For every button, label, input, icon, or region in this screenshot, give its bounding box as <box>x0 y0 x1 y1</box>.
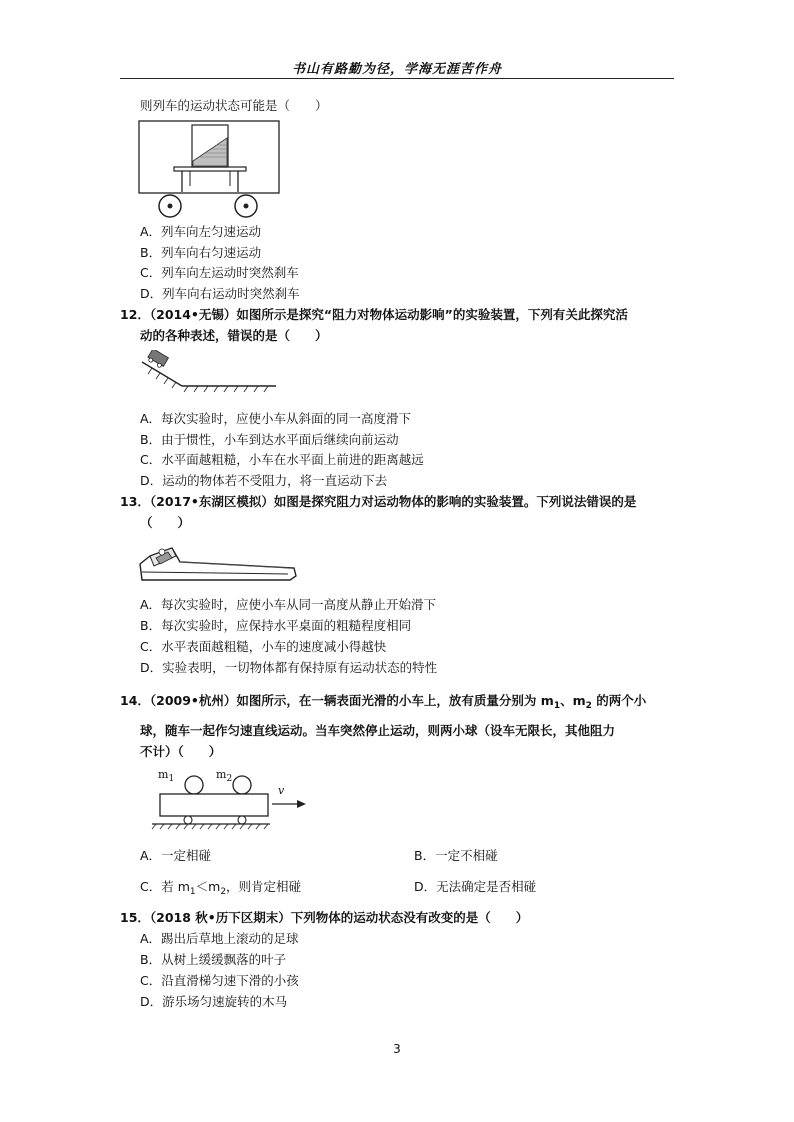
q13-option-b: B．每次实验时，应保持水平桌面的粗糙程度相同 <box>140 618 412 633</box>
q14-stem-line1: 14．（2009•杭州）如图所示，在一辆表面光滑的小车上，放有质量分别为 $m_1$、$m_2$ 的两个小 <box>120 693 647 711</box>
q12-option-d: D．运动的物体若不受阻力，将一直运动下去 <box>140 473 388 488</box>
q11-option-c: C．列车向左运动时突然刹车 <box>140 265 299 280</box>
q14-option-c: C．若 $m_1<m_2$，则肯定相碰 <box>140 879 302 897</box>
q14-cart-balls-figure <box>150 768 320 836</box>
q11-train-cup-figure <box>138 120 283 220</box>
q15-stem-line1: 15．（2018 秋•历下区期末）下列物体的运动状态没有改变的是（ ） <box>120 910 529 925</box>
q14-option-d: D．无法确定是否相碰 <box>414 879 537 894</box>
q11-option-d: D．列车向右运动时突然刹车 <box>140 286 300 301</box>
q15-option-a: A．踢出后草地上滚动的足球 <box>140 931 299 946</box>
q13-ramp-board-figure <box>138 538 300 588</box>
q12-option-c: C．水平面越粗糙，小车在水平面上前进的距离越远 <box>140 452 424 467</box>
q14-stem-line3: 不计）（ ） <box>140 744 222 759</box>
q12-option-b: B．由于惯性，小车到达水平面后继续向前运动 <box>140 432 399 447</box>
q11-option-b: B．列车向右匀速运动 <box>140 245 262 260</box>
q14-velocity-label: v <box>278 784 285 797</box>
q13-stem-line2: （ ） <box>140 515 191 530</box>
q15-option-c: C．沿直滑梯匀速下滑的小孩 <box>140 973 299 988</box>
header-motto: 书山有路勤为径，学海无涯苦作舟 <box>291 62 502 77</box>
q12-option-a: A．每次实验时，应使小车从斜面的同一高度滑下 <box>140 411 412 426</box>
q13-option-c: C．水平表面越粗糙，小车的速度减小得越快 <box>140 639 387 654</box>
page-number: 3 <box>393 1042 401 1056</box>
header-divider <box>120 78 674 79</box>
q15-option-d: D．游乐场匀速旋转的木马 <box>140 994 288 1009</box>
q12-stem-line2: 动的各种表述，错误的是（ ） <box>140 328 328 343</box>
q13-option-d: D．实验表明，一切物体都有保持原有运动状态的特性 <box>140 660 438 675</box>
q14-m1-label: $m_1$ <box>158 768 175 784</box>
q14-stem-line2: 球，随车一起作匀速直线运动。当车突然停止运动，则两小球（设车无限长，其他阻力 <box>140 723 616 738</box>
q14-option-b: B．一定不相碰 <box>414 848 498 863</box>
q13-option-a: A．每次实验时，应使小车从同一高度从静止开始滑下 <box>140 597 437 612</box>
q13-stem-line1: 13．（2017•东湖区模拟）如图是探究阻力对运动物体的影响的实验装置。下列说法错误的是 <box>120 494 637 509</box>
q11-option-a: A．列车向左匀速运动 <box>140 224 262 239</box>
q12-stem-line1: 12．（2014•无锡）如图所示是探究“阻力对物体运动影响”的实验装置，下列有关此探究活 <box>120 307 628 322</box>
q14-option-a: A．一定相碰 <box>140 848 212 863</box>
q15-option-b: B．从树上缓缓飘落的叶子 <box>140 952 287 967</box>
q12-incline-figure <box>138 350 278 400</box>
q11-stem-tail: 则列车的运动状态可能是（ ） <box>140 98 328 113</box>
q14-m2-label: $m_2$ <box>216 768 233 784</box>
